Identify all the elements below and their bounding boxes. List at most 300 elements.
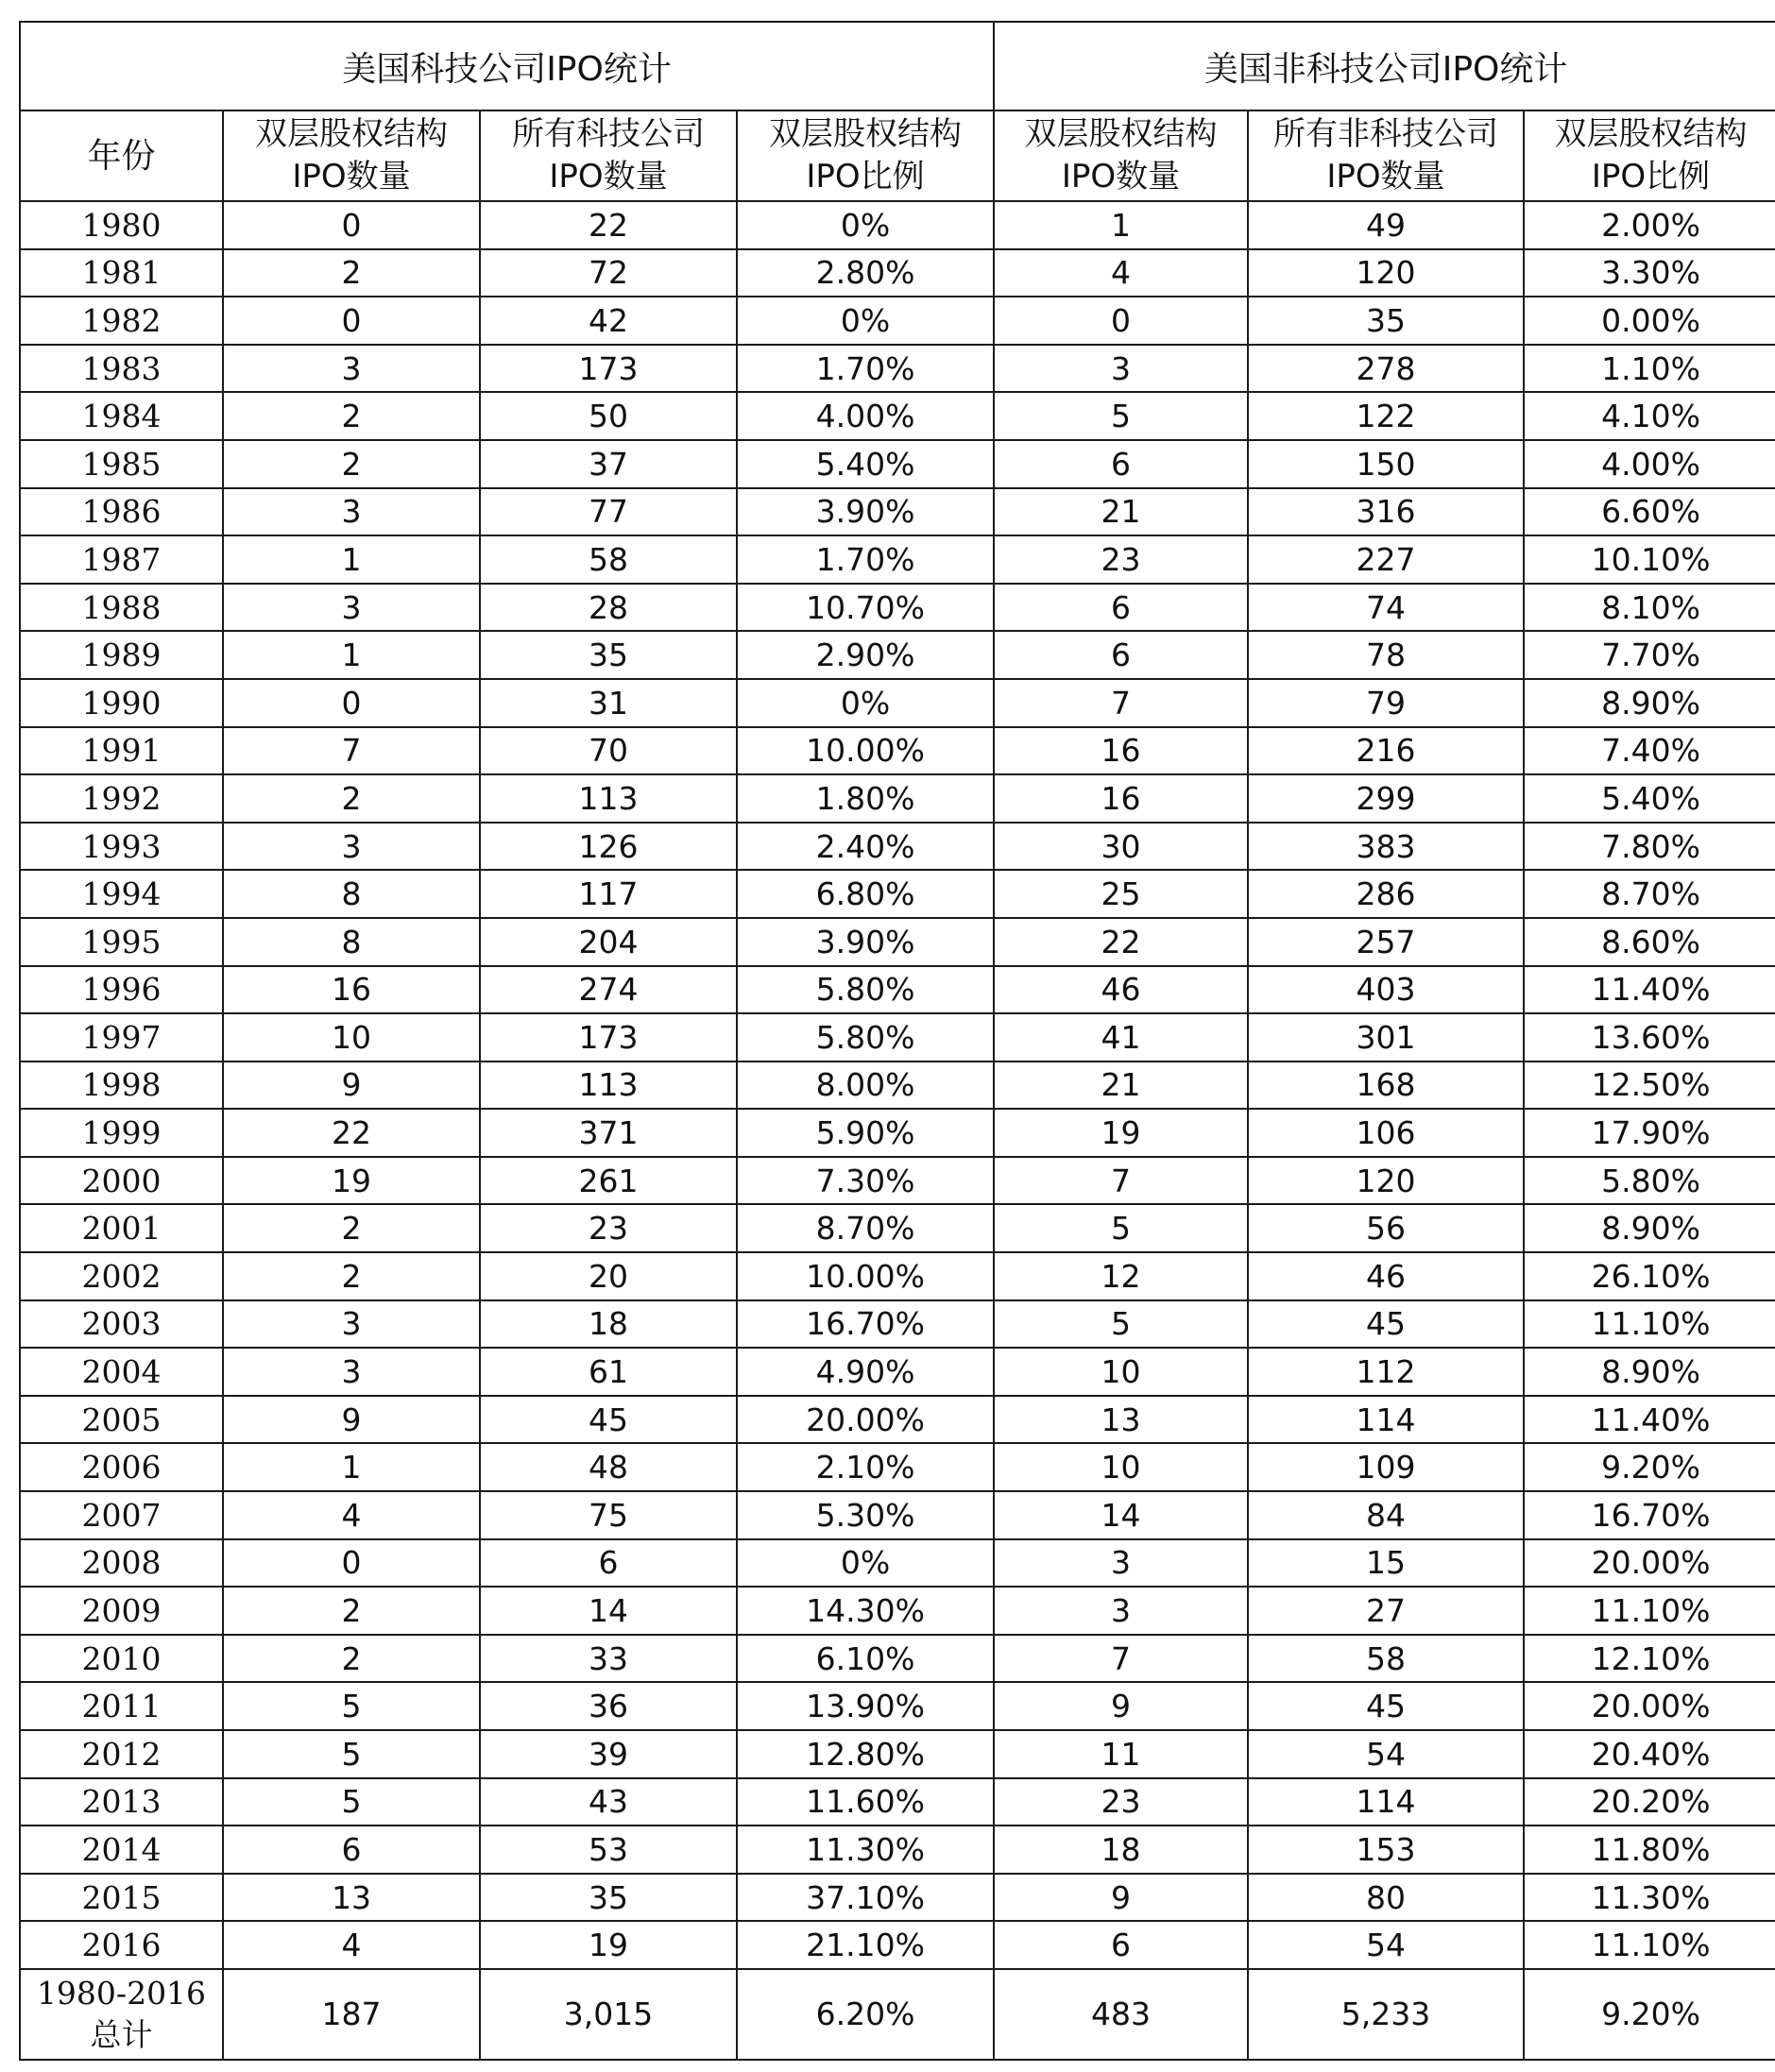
tech-all-cell: 261 <box>480 1157 737 1205</box>
nontech-all-cell: 35 <box>1248 297 1524 345</box>
nontech-dual-cell: 7 <box>994 679 1248 727</box>
nontech-dual-cell: 5 <box>994 1204 1248 1252</box>
tech-all-cell: 20 <box>480 1252 737 1300</box>
table-row <box>20 823 1775 871</box>
column-header-nontech-all <box>1248 110 1524 201</box>
nontech-all-cell: 299 <box>1248 774 1524 823</box>
nontech-all-cell: 278 <box>1248 345 1524 393</box>
tech-ratio-cell: 6.80% <box>737 870 994 918</box>
tech-all-cell: 33 <box>480 1635 737 1683</box>
tech-all-cell: 23 <box>480 1204 737 1252</box>
nontech-ratio-cell: 11.40% <box>1524 1396 1775 1444</box>
nontech-all-cell: 257 <box>1248 918 1524 966</box>
year-cell: 2014 <box>20 1826 223 1874</box>
tech-all-cell: 173 <box>480 1013 737 1061</box>
table-row <box>20 1157 1775 1205</box>
tech-dual-cell: 0 <box>223 1539 480 1588</box>
nontech-ratio-cell: 4.10% <box>1524 392 1775 440</box>
tech-ratio-cell: 21.10% <box>737 1921 994 1969</box>
year-cell: 2008 <box>20 1539 223 1588</box>
year-cell: 1983 <box>20 345 223 393</box>
nontech-all-cell: 78 <box>1248 631 1524 679</box>
column-header-line: 双层股权结构 <box>1024 115 1218 153</box>
column-header-line: 双层股权结构 <box>769 115 963 153</box>
nontech-all-cell: 74 <box>1248 584 1524 632</box>
tech-dual-cell: 5 <box>223 1730 480 1778</box>
tech-all-cell: 58 <box>480 535 737 584</box>
tech-ratio-cell: 4.90% <box>737 1348 994 1396</box>
tech-dual-cell: 2 <box>223 440 480 488</box>
tech-ratio-cell: 8.00% <box>737 1061 994 1110</box>
tech-dual-cell: 2 <box>223 1587 480 1635</box>
nontech-dual-cell: 0 <box>994 297 1248 345</box>
tech-all-cell: 6 <box>480 1539 737 1588</box>
nontech-all-cell: 227 <box>1248 535 1524 584</box>
tech-dual-cell: 3 <box>223 1300 480 1349</box>
table-row <box>20 1682 1775 1730</box>
nontech-all-cell: 120 <box>1248 1157 1524 1205</box>
nontech-ratio-cell: 11.40% <box>1524 966 1775 1014</box>
nontech-ratio-cell: 12.50% <box>1524 1061 1775 1110</box>
tech-dual-cell: 3 <box>223 488 480 536</box>
nontech-dual-cell: 41 <box>994 1013 1248 1061</box>
year-cell: 2004 <box>20 1348 223 1396</box>
year-cell: 2010 <box>20 1635 223 1683</box>
year-cell: 1991 <box>20 727 223 775</box>
nontech-ratio-cell: 5.80% <box>1524 1157 1775 1205</box>
year-cell: 1996 <box>20 966 223 1014</box>
tech-dual-cell: 2 <box>223 1635 480 1683</box>
group-header-tech: 美国科技公司IPO统计 <box>20 22 994 110</box>
tech-ratio-cell: 2.40% <box>737 823 994 871</box>
tech-dual-cell: 1 <box>223 631 480 679</box>
tech-dual-cell: 22 <box>223 1109 480 1157</box>
tech-dual-cell: 5 <box>223 1778 480 1826</box>
table-row <box>20 870 1775 918</box>
tech-ratio-cell: 10.00% <box>737 1252 994 1300</box>
table-row <box>20 1826 1775 1874</box>
total-row <box>20 1969 1775 2060</box>
year-cell: 1990 <box>20 679 223 727</box>
table-row <box>20 1874 1775 1922</box>
nontech-ratio-cell: 3.30% <box>1524 249 1775 297</box>
year-cell: 2000 <box>20 1157 223 1205</box>
nontech-all-cell: 383 <box>1248 823 1524 871</box>
nontech-dual-cell: 19 <box>994 1109 1248 1157</box>
table-row <box>20 727 1775 775</box>
tech-all-cell: 75 <box>480 1491 737 1539</box>
tech-all-cell: 70 <box>480 727 737 775</box>
nontech-all-cell: 122 <box>1248 392 1524 440</box>
tech-dual-cell: 3 <box>223 823 480 871</box>
tech-dual-cell: 9 <box>223 1061 480 1110</box>
table-body <box>20 201 1775 2060</box>
table-row <box>20 345 1775 393</box>
tech-ratio-cell: 11.60% <box>737 1778 994 1826</box>
table-row <box>20 488 1775 536</box>
table-row <box>20 1921 1775 1969</box>
nontech-dual-cell: 7 <box>994 1635 1248 1683</box>
year-cell: 2002 <box>20 1252 223 1300</box>
table-row <box>20 1491 1775 1539</box>
tech-ratio-cell: 1.70% <box>737 535 994 584</box>
tech-all-cell: 77 <box>480 488 737 536</box>
nontech-all-cell: 56 <box>1248 1204 1524 1252</box>
table-row <box>20 679 1775 727</box>
nontech-dual-cell: 18 <box>994 1826 1248 1874</box>
tech-dual-cell: 0 <box>223 201 480 249</box>
nontech-dual-cell: 6 <box>994 1921 1248 1969</box>
nontech-ratio-cell: 2.00% <box>1524 201 1775 249</box>
table-row <box>20 966 1775 1014</box>
tech-ratio-cell: 5.80% <box>737 1013 994 1061</box>
year-cell: 1984 <box>20 392 223 440</box>
nontech-dual-cell: 12 <box>994 1252 1248 1300</box>
tech-ratio-cell: 5.80% <box>737 966 994 1014</box>
tech-dual-cell: 19 <box>223 1157 480 1205</box>
table-row <box>20 1300 1775 1349</box>
nontech-all-cell: 45 <box>1248 1300 1524 1349</box>
tech-all-cell: 22 <box>480 201 737 249</box>
table-row <box>20 1109 1775 1157</box>
tech-ratio-cell: 14.30% <box>737 1587 994 1635</box>
nontech-dual-cell: 1 <box>994 201 1248 249</box>
tech-ratio-cell: 1.70% <box>737 345 994 393</box>
year-cell: 1988 <box>20 584 223 632</box>
nontech-all-cell: 301 <box>1248 1013 1524 1061</box>
tech-dual-cell: 3 <box>223 584 480 632</box>
tech-ratio-cell: 20.00% <box>737 1396 994 1444</box>
nontech-all-cell: 45 <box>1248 1682 1524 1730</box>
year-cell: 1994 <box>20 870 223 918</box>
tech-ratio-cell: 3.90% <box>737 488 994 536</box>
nontech-ratio-cell: 8.60% <box>1524 918 1775 966</box>
total-cell: 9.20% <box>1524 1969 1775 2060</box>
nontech-all-cell: 286 <box>1248 870 1524 918</box>
tech-ratio-cell: 7.30% <box>737 1157 994 1205</box>
year-cell: 1981 <box>20 249 223 297</box>
nontech-ratio-cell: 20.20% <box>1524 1778 1775 1826</box>
nontech-ratio-cell: 20.00% <box>1524 1539 1775 1588</box>
column-header-tech-dual <box>223 110 480 201</box>
nontech-all-cell: 46 <box>1248 1252 1524 1300</box>
tech-all-cell: 126 <box>480 823 737 871</box>
table-row <box>20 1013 1775 1061</box>
tech-dual-cell: 10 <box>223 1013 480 1061</box>
tech-dual-cell: 5 <box>223 1682 480 1730</box>
column-header-line: IPO数量 <box>549 158 668 195</box>
nontech-dual-cell: 3 <box>994 345 1248 393</box>
tech-all-cell: 173 <box>480 345 737 393</box>
year-cell: 2012 <box>20 1730 223 1778</box>
tech-dual-cell: 3 <box>223 345 480 393</box>
tech-all-cell: 43 <box>480 1778 737 1826</box>
nontech-all-cell: 114 <box>1248 1396 1524 1444</box>
tech-all-cell: 50 <box>480 392 737 440</box>
tech-ratio-cell: 16.70% <box>737 1300 994 1349</box>
year-cell: 2001 <box>20 1204 223 1252</box>
year-cell: 1989 <box>20 631 223 679</box>
nontech-all-cell: 216 <box>1248 727 1524 775</box>
column-header-tech-ratio <box>737 110 994 201</box>
nontech-dual-cell: 11 <box>994 1730 1248 1778</box>
tech-all-cell: 18 <box>480 1300 737 1349</box>
nontech-ratio-cell: 9.20% <box>1524 1443 1775 1491</box>
tech-dual-cell: 0 <box>223 297 480 345</box>
tech-all-cell: 28 <box>480 584 737 632</box>
table-row <box>20 1252 1775 1300</box>
nontech-ratio-cell: 5.40% <box>1524 774 1775 823</box>
year-cell: 2011 <box>20 1682 223 1730</box>
column-header-line: 双层股权结构 <box>1554 115 1748 153</box>
nontech-ratio-cell: 13.60% <box>1524 1013 1775 1061</box>
nontech-ratio-cell: 11.30% <box>1524 1874 1775 1922</box>
column-header-line: IPO比例 <box>806 158 925 195</box>
column-header-year: 年份 <box>20 110 223 201</box>
tech-ratio-cell: 2.80% <box>737 249 994 297</box>
table-row <box>20 297 1775 345</box>
nontech-dual-cell: 10 <box>994 1348 1248 1396</box>
nontech-dual-cell: 23 <box>994 1778 1248 1826</box>
year-cell: 2007 <box>20 1491 223 1539</box>
tech-ratio-cell: 0% <box>737 201 994 249</box>
year-cell: 1998 <box>20 1061 223 1110</box>
tech-dual-cell: 4 <box>223 1921 480 1969</box>
total-cell: 5,233 <box>1248 1969 1524 2060</box>
nontech-dual-cell: 30 <box>994 823 1248 871</box>
nontech-dual-cell: 22 <box>994 918 1248 966</box>
nontech-all-cell: 153 <box>1248 1826 1524 1874</box>
nontech-dual-cell: 10 <box>994 1443 1248 1491</box>
total-label-cell <box>20 1969 223 2060</box>
nontech-dual-cell: 6 <box>994 631 1248 679</box>
tech-ratio-cell: 12.80% <box>737 1730 994 1778</box>
nontech-all-cell: 112 <box>1248 1348 1524 1396</box>
column-header-line: IPO比例 <box>1591 158 1711 195</box>
tech-ratio-cell: 5.90% <box>737 1109 994 1157</box>
table-row <box>20 392 1775 440</box>
year-cell: 2016 <box>20 1921 223 1969</box>
column-header-line: IPO数量 <box>1326 158 1445 195</box>
tech-ratio-cell: 4.00% <box>737 392 994 440</box>
column-header-line: IPO数量 <box>292 158 411 195</box>
year-cell: 1980 <box>20 201 223 249</box>
nontech-ratio-cell: 12.10% <box>1524 1635 1775 1683</box>
table-row <box>20 1061 1775 1110</box>
tech-all-cell: 204 <box>480 918 737 966</box>
year-cell: 2013 <box>20 1778 223 1826</box>
year-cell: 1986 <box>20 488 223 536</box>
year-cell: 1999 <box>20 1109 223 1157</box>
year-cell: 1985 <box>20 440 223 488</box>
tech-dual-cell: 8 <box>223 918 480 966</box>
tech-all-cell: 19 <box>480 1921 737 1969</box>
tech-ratio-cell: 0% <box>737 297 994 345</box>
year-cell: 1992 <box>20 774 223 823</box>
nontech-dual-cell: 14 <box>994 1491 1248 1539</box>
nontech-all-cell: 15 <box>1248 1539 1524 1588</box>
group-header-nontech: 美国非科技公司IPO统计 <box>994 22 1775 110</box>
tech-ratio-cell: 37.10% <box>737 1874 994 1922</box>
nontech-dual-cell: 46 <box>994 966 1248 1014</box>
tech-dual-cell: 16 <box>223 966 480 1014</box>
table-row <box>20 774 1775 823</box>
tech-all-cell: 39 <box>480 1730 737 1778</box>
column-header-line: 双层股权结构 <box>255 115 448 153</box>
nontech-all-cell: 80 <box>1248 1874 1524 1922</box>
nontech-all-cell: 79 <box>1248 679 1524 727</box>
table-row <box>20 1539 1775 1588</box>
nontech-dual-cell: 3 <box>994 1539 1248 1588</box>
year-cell: 1997 <box>20 1013 223 1061</box>
year-cell: 1995 <box>20 918 223 966</box>
nontech-ratio-cell: 7.80% <box>1524 823 1775 871</box>
nontech-dual-cell: 5 <box>994 392 1248 440</box>
tech-ratio-cell: 8.70% <box>737 1204 994 1252</box>
nontech-dual-cell: 6 <box>994 440 1248 488</box>
table-row <box>20 1587 1775 1635</box>
tech-dual-cell: 2 <box>223 1204 480 1252</box>
tech-dual-cell: 0 <box>223 679 480 727</box>
nontech-all-cell: 114 <box>1248 1778 1524 1826</box>
nontech-all-cell: 27 <box>1248 1587 1524 1635</box>
tech-all-cell: 113 <box>480 1061 737 1110</box>
nontech-dual-cell: 13 <box>994 1396 1248 1444</box>
nontech-ratio-cell: 20.00% <box>1524 1682 1775 1730</box>
tech-ratio-cell: 10.70% <box>737 584 994 632</box>
tech-all-cell: 117 <box>480 870 737 918</box>
nontech-ratio-cell: 20.40% <box>1524 1730 1775 1778</box>
tech-all-cell: 371 <box>480 1109 737 1157</box>
nontech-ratio-cell: 8.90% <box>1524 1204 1775 1252</box>
tech-ratio-cell: 3.90% <box>737 918 994 966</box>
tech-dual-cell: 2 <box>223 249 480 297</box>
table-row <box>20 1396 1775 1444</box>
nontech-ratio-cell: 0.00% <box>1524 297 1775 345</box>
tech-all-cell: 31 <box>480 679 737 727</box>
group-header-row <box>20 22 1775 110</box>
nontech-dual-cell: 21 <box>994 488 1248 536</box>
table-row <box>20 249 1775 297</box>
nontech-dual-cell: 6 <box>994 584 1248 632</box>
nontech-ratio-cell: 17.90% <box>1524 1109 1775 1157</box>
nontech-ratio-cell: 11.10% <box>1524 1300 1775 1349</box>
nontech-all-cell: 54 <box>1248 1730 1524 1778</box>
total-cell: 6.20% <box>737 1969 994 2060</box>
nontech-all-cell: 109 <box>1248 1443 1524 1491</box>
tech-dual-cell: 13 <box>223 1874 480 1922</box>
year-cell: 2009 <box>20 1587 223 1635</box>
nontech-ratio-cell: 8.90% <box>1524 679 1775 727</box>
tech-dual-cell: 9 <box>223 1396 480 1444</box>
tech-all-cell: 72 <box>480 249 737 297</box>
tech-all-cell: 42 <box>480 297 737 345</box>
year-cell: 2006 <box>20 1443 223 1491</box>
ipo-statistics-table <box>19 21 1775 2061</box>
tech-dual-cell: 3 <box>223 1348 480 1396</box>
table-row <box>20 535 1775 584</box>
ipo-statistics-table-wrapper <box>19 21 1768 2061</box>
tech-all-cell: 36 <box>480 1682 737 1730</box>
nontech-ratio-cell: 8.90% <box>1524 1348 1775 1396</box>
table-row <box>20 1204 1775 1252</box>
nontech-dual-cell: 21 <box>994 1061 1248 1110</box>
total-cell: 187 <box>223 1969 480 2060</box>
tech-dual-cell: 2 <box>223 1252 480 1300</box>
tech-ratio-cell: 2.90% <box>737 631 994 679</box>
nontech-dual-cell: 16 <box>994 727 1248 775</box>
tech-ratio-cell: 6.10% <box>737 1635 994 1683</box>
tech-all-cell: 61 <box>480 1348 737 1396</box>
table-row <box>20 1348 1775 1396</box>
nontech-ratio-cell: 26.10% <box>1524 1252 1775 1300</box>
column-header-row <box>20 110 1775 201</box>
year-cell: 1987 <box>20 535 223 584</box>
tech-ratio-cell: 5.30% <box>737 1491 994 1539</box>
nontech-dual-cell: 16 <box>994 774 1248 823</box>
table-row <box>20 918 1775 966</box>
table-row <box>20 631 1775 679</box>
nontech-ratio-cell: 8.70% <box>1524 870 1775 918</box>
column-header-line: 所有非科技公司 <box>1273 115 1499 153</box>
tech-all-cell: 274 <box>480 966 737 1014</box>
nontech-dual-cell: 5 <box>994 1300 1248 1349</box>
nontech-ratio-cell: 6.60% <box>1524 488 1775 536</box>
tech-ratio-cell: 10.00% <box>737 727 994 775</box>
tech-all-cell: 35 <box>480 1874 737 1922</box>
nontech-ratio-cell: 16.70% <box>1524 1491 1775 1539</box>
nontech-ratio-cell: 11.10% <box>1524 1587 1775 1635</box>
tech-all-cell: 113 <box>480 774 737 823</box>
nontech-all-cell: 168 <box>1248 1061 1524 1110</box>
total-cell: 3,015 <box>480 1969 737 2060</box>
year-cell: 1982 <box>20 297 223 345</box>
nontech-dual-cell: 9 <box>994 1874 1248 1922</box>
tech-ratio-cell: 13.90% <box>737 1682 994 1730</box>
tech-dual-cell: 4 <box>223 1491 480 1539</box>
table-row <box>20 1730 1775 1778</box>
nontech-dual-cell: 25 <box>994 870 1248 918</box>
nontech-all-cell: 49 <box>1248 201 1524 249</box>
nontech-ratio-cell: 11.80% <box>1524 1826 1775 1874</box>
year-cell: 2005 <box>20 1396 223 1444</box>
column-header-nontech-dual <box>994 110 1248 201</box>
tech-all-cell: 35 <box>480 631 737 679</box>
column-header-tech-all <box>480 110 737 201</box>
tech-dual-cell: 1 <box>223 1443 480 1491</box>
nontech-all-cell: 54 <box>1248 1921 1524 1969</box>
year-cell: 1993 <box>20 823 223 871</box>
column-header-nontech-ratio <box>1524 110 1775 201</box>
nontech-ratio-cell: 7.40% <box>1524 727 1775 775</box>
year-cell: 2003 <box>20 1300 223 1349</box>
tech-dual-cell: 2 <box>223 392 480 440</box>
tech-all-cell: 14 <box>480 1587 737 1635</box>
table-row <box>20 440 1775 488</box>
nontech-all-cell: 150 <box>1248 440 1524 488</box>
nontech-all-cell: 120 <box>1248 249 1524 297</box>
tech-ratio-cell: 1.80% <box>737 774 994 823</box>
nontech-all-cell: 403 <box>1248 966 1524 1014</box>
tech-ratio-cell: 0% <box>737 1539 994 1588</box>
table-row <box>20 201 1775 249</box>
nontech-all-cell: 106 <box>1248 1109 1524 1157</box>
nontech-dual-cell: 3 <box>994 1587 1248 1635</box>
tech-dual-cell: 1 <box>223 535 480 584</box>
nontech-all-cell: 316 <box>1248 488 1524 536</box>
column-header-line: IPO数量 <box>1061 158 1181 195</box>
total-label-line: 1980-2016 <box>36 1974 207 2012</box>
